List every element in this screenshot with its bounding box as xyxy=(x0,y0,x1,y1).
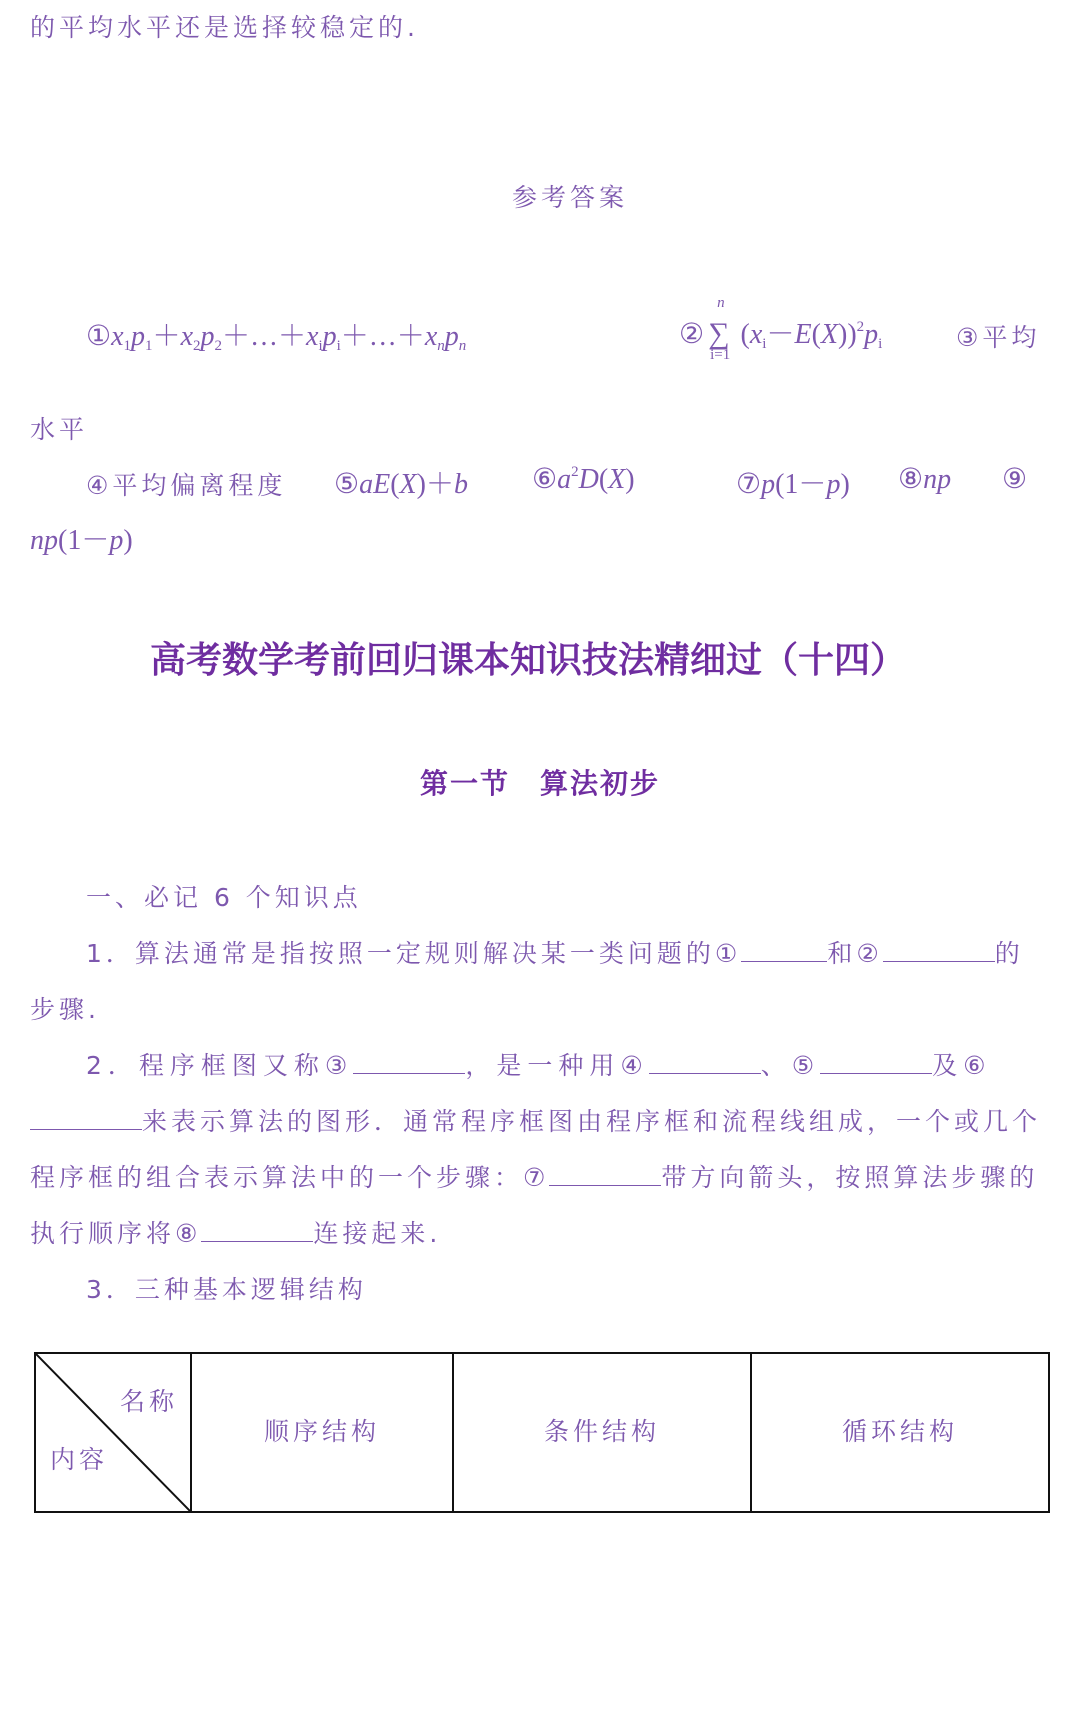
answer-5-mark: ⑤ xyxy=(334,469,360,500)
item-2-line-1: 2．程序框图又称③ ，是一种用④ 、⑤ 及⑥ xyxy=(86,1051,992,1080)
answer-9: np(1－p) xyxy=(30,525,133,556)
diagonal-line xyxy=(36,1354,190,1511)
corner-cell xyxy=(35,1353,191,1512)
answer-heading: 参考答案 xyxy=(512,183,629,212)
corner-top-label: 名称 xyxy=(119,1387,178,1416)
answer-7: ⑦p(1－p) xyxy=(736,469,850,500)
logic-structure-table xyxy=(34,1352,1050,1513)
top-line: 的平均水平还是选择较稳定的. xyxy=(30,13,419,42)
item-3: 3．三种基本逻辑结构 xyxy=(86,1275,367,1304)
item-2-line-3: 程序框的组合表示算法中的一个步骤：⑦ 带方向箭头，按照算法步骤的 xyxy=(30,1163,1039,1192)
answer-6: $⑥a^2D(X)$ xyxy=(532,464,635,495)
answer-7-mark: ⑦ xyxy=(736,469,762,500)
answer-1-mark: ① xyxy=(86,321,112,352)
answer-5: ⑤aE(X)＋b xyxy=(334,469,468,500)
blank-3[interactable] xyxy=(353,1051,465,1074)
answer-6-mark: ⑥ xyxy=(532,464,558,495)
answer-3-cont: 水平 xyxy=(30,415,89,444)
item-1-line-1: 1．算法通常是指按照一定规则解决某一类问题的① 和② 的 xyxy=(86,939,1024,968)
main-title: 高考数学考前回归课本知识技法精细过（十四） xyxy=(150,639,907,681)
blank-2[interactable] xyxy=(883,939,995,962)
blank-4[interactable] xyxy=(649,1051,761,1074)
header-condition: 条件结构 xyxy=(453,1353,751,1512)
section-title: 第一节 算法初步 xyxy=(419,767,660,800)
answer-3: ③平均 xyxy=(956,323,1041,352)
answer-2-mark: ② xyxy=(679,319,705,350)
sum-symbol: ∑ n i=1 xyxy=(708,295,731,363)
blank-7[interactable] xyxy=(549,1163,661,1186)
header-sequence: 顺序结构 xyxy=(191,1353,453,1512)
sum-upper: n xyxy=(717,295,725,311)
blank-5[interactable] xyxy=(820,1051,932,1074)
blank-8[interactable] xyxy=(201,1219,313,1242)
blank-6[interactable] xyxy=(30,1107,142,1130)
answer-8-mark: ⑧ xyxy=(898,464,924,495)
blank-1[interactable] xyxy=(741,939,827,962)
table-header-row xyxy=(35,1353,1049,1512)
answer-1: $①x_1p_1+x_2p_2+\dots+x_ip_i+\dots+x_np_n$ xyxy=(86,321,467,354)
sum-lower: i=1 xyxy=(710,347,731,363)
answer-9-mark: ⑨ xyxy=(1002,464,1028,495)
part-heading: 一、必记 6 个知识点 xyxy=(86,883,362,912)
item-2-line-2: 来表示算法的图形．通常程序框图由程序框和流程线组成，一个或几个 xyxy=(30,1102,1041,1138)
header-loop: 循环结构 xyxy=(751,1353,1049,1512)
corner-bottom-label: 内容 xyxy=(50,1445,109,1474)
item-2-line-4: 执行顺序将⑧ 连接起来. xyxy=(30,1219,442,1248)
answer-8: ⑧np xyxy=(898,464,952,495)
item-1-line-2: 步骤. xyxy=(30,995,100,1024)
answer-2: ② ∑ n i=1 $(x_i-E(X))^2p_i$ xyxy=(679,295,883,363)
answer-4: ④平均偏离程度 xyxy=(86,471,287,500)
